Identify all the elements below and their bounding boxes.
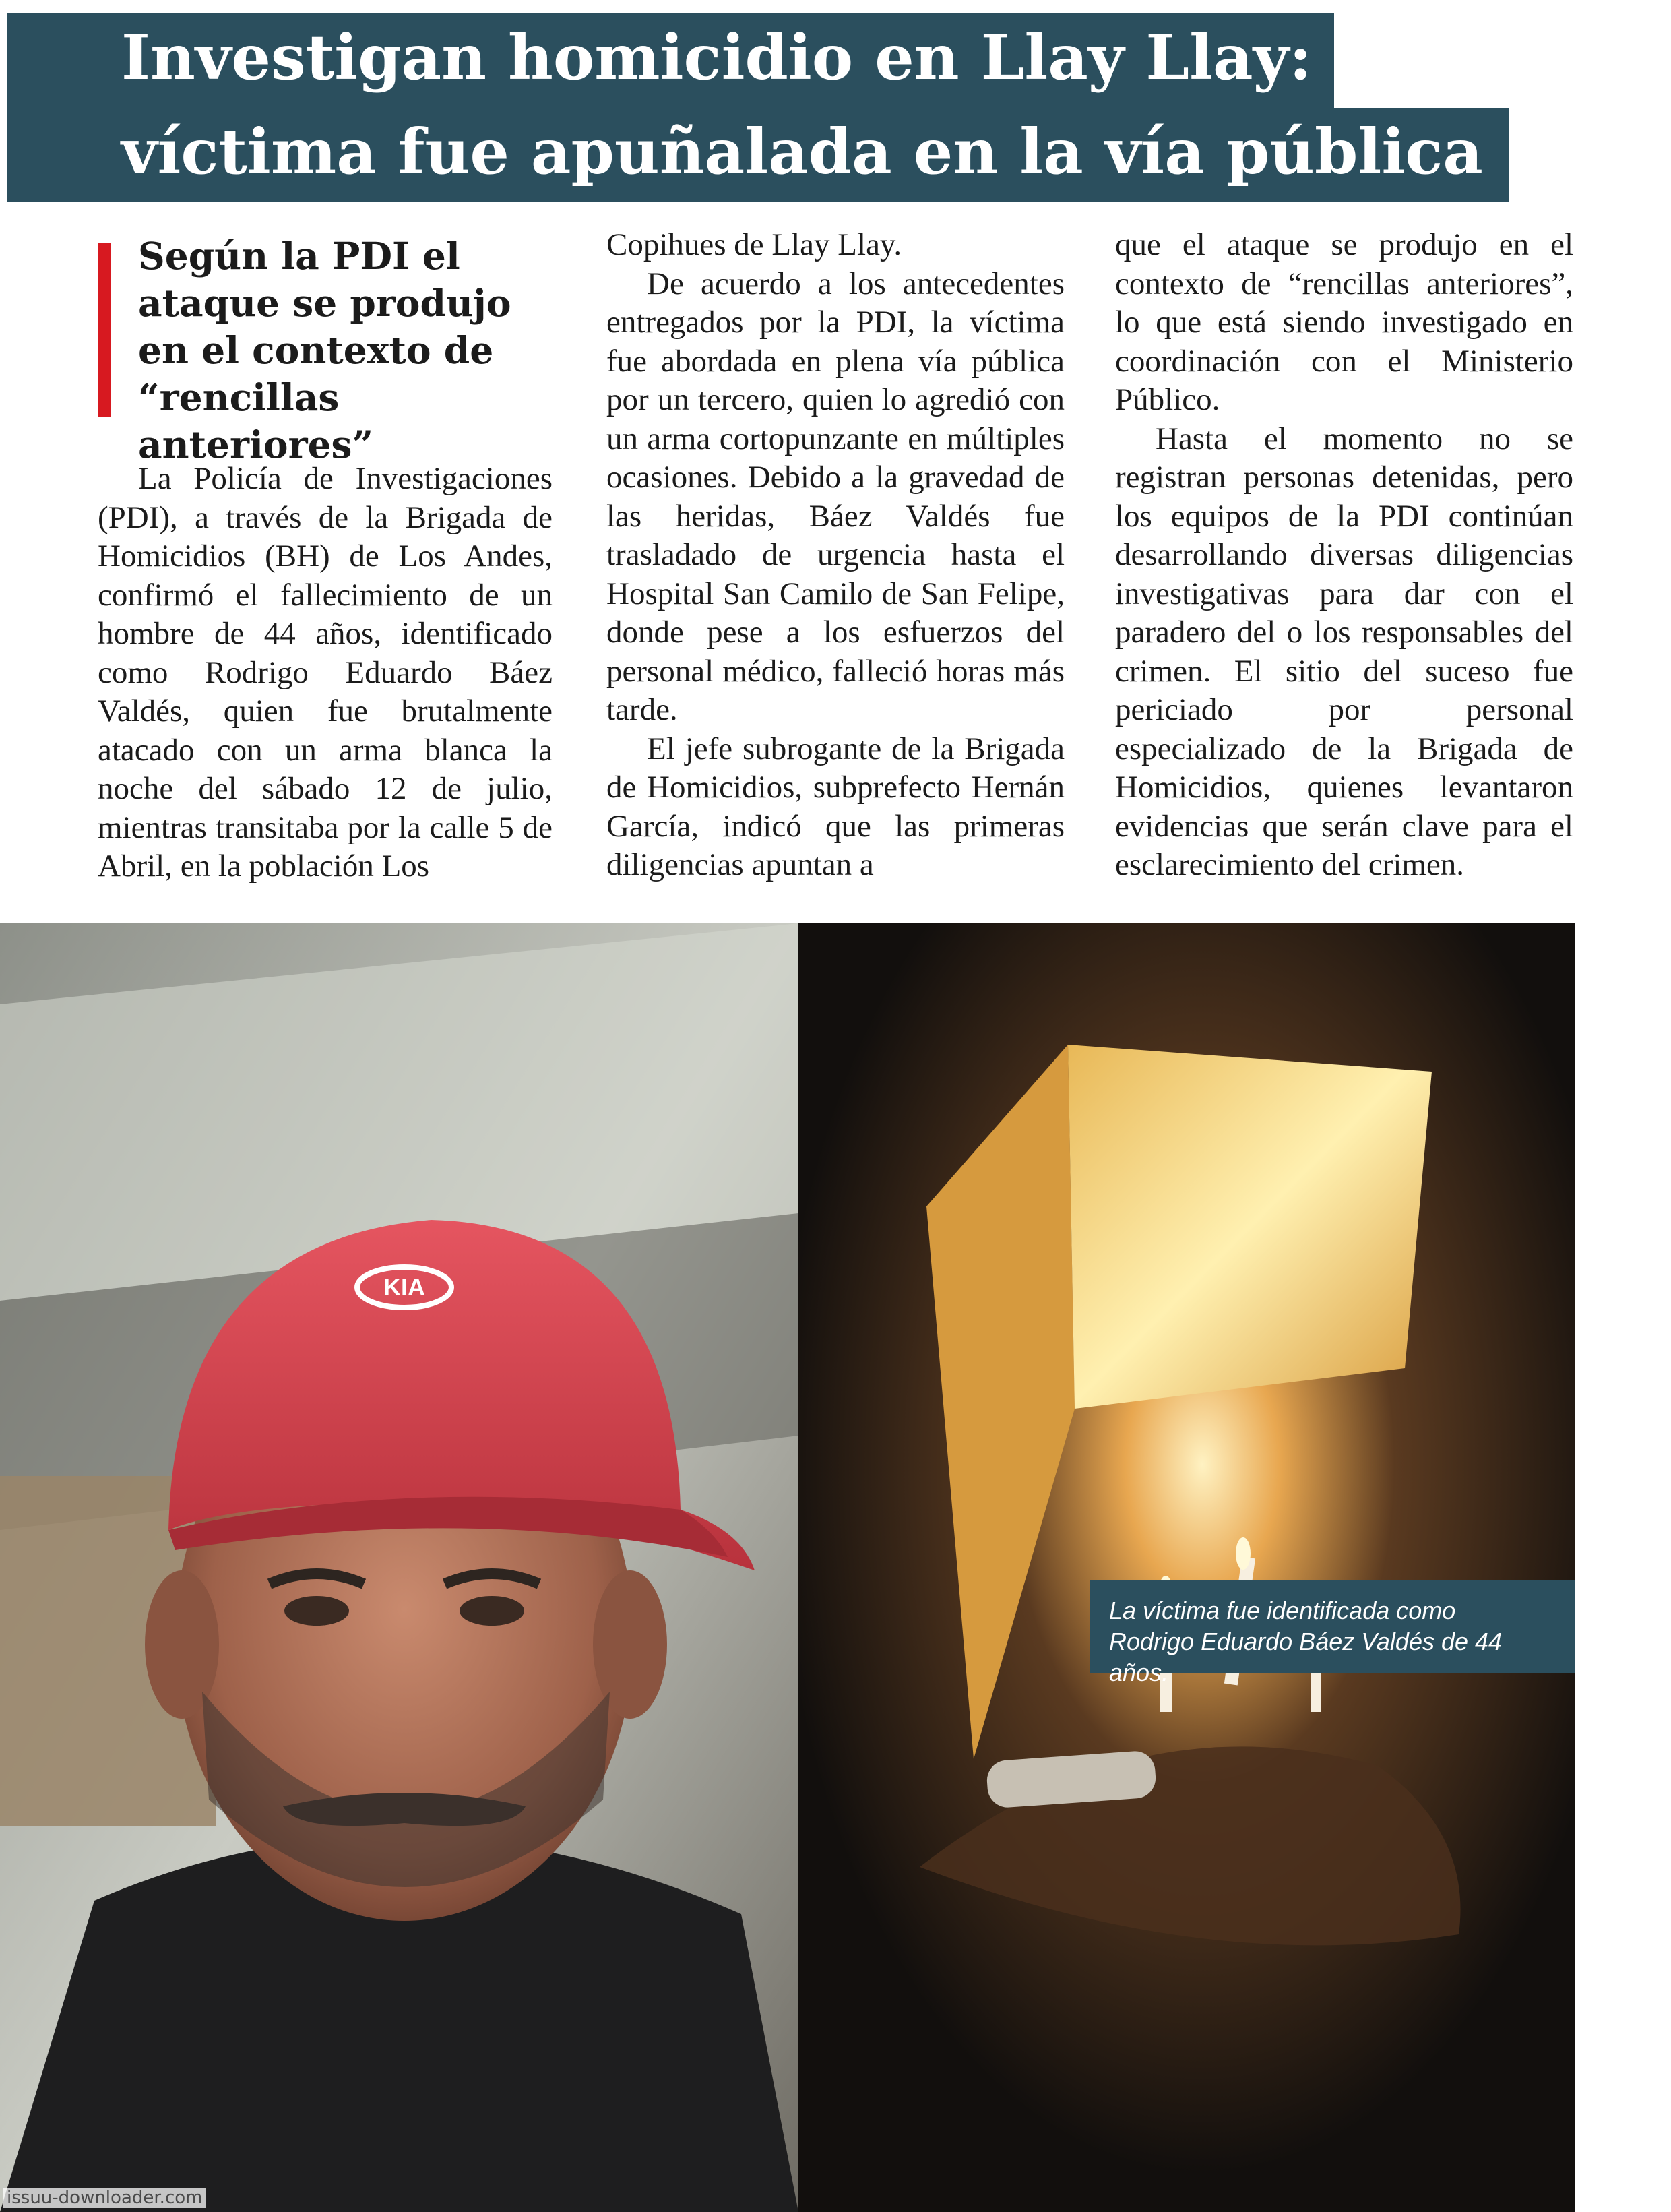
article-column-1: [98, 460, 553, 891]
article-column-3: [1115, 226, 1573, 890]
paragraph: Hasta el momento no se registran personas detenidas, pero los equipos de la PDI continúan desarrollando diversas diligencias investigativas para dar con el paradero del o los responsables del crimen. El sitio del suceso fue periciado por personal especializado de la Brigada de Homicidios, quienes levantaron evidencias que serán clave para el esclarecimiento del crimen.: [1115, 421, 1573, 882]
paragraph: La Policía de Investigaciones (PDI), a través de la Brigada de Homicidios (BH) de Los Andes, confirmó el fallecimiento de un hombre de 44 años, identificado como Rodrigo Eduardo Báez Valdés, quien fue brutalmente atacado con un arma blanca la noche del sábado 12 de julio, mientras transitaba por la calle 5 de Abril, en la población Los: [98, 461, 553, 884]
caption-line-1: La víctima fue identificada como: [1109, 1597, 1456, 1624]
paragraph: De acuerdo a los antecedentes entregados por la PDI, la víctima fue abordada en plena vía pública por un tercero, quien lo agredió con un arma cortopunzante en múltiples ocasiones. Debido a la gravedad de las heridas, Báez Valdés fue trasladado de urgencia hasta el Hospital San Camilo de San Felipe, donde pese a los esfuerzos del personal médico, falleció horas más tarde.: [606, 266, 1065, 727]
kicker-subheadline: Según la PDI el ataque se produjo en el contexto de “rencillas anteriores”: [138, 234, 511, 466]
paragraph-continuation: que el ataque se produjo en el contexto de “rencillas anteriores”, lo que está siendo investigado en coordinación con el Ministerio Público.: [1115, 227, 1573, 417]
paragraph-continuation: Copihues de Llay Llay.: [606, 227, 902, 262]
victim-portrait-photo: [0, 923, 798, 2212]
memorial-candles-photo: [798, 923, 1575, 2212]
kicker-accent-bar: [98, 243, 111, 417]
cap-logo: KIA: [383, 1273, 425, 1301]
article-column-2: [606, 226, 1065, 890]
caption-line-2: Rodrigo Eduardo Báez Valdés de 44 años.: [1109, 1628, 1503, 1686]
headline-line-2: víctima fue apuñalada en la vía pública: [7, 108, 1509, 202]
paragraph: El jefe subrogante de la Brigada de Homicidios, subprefecto Hernán García, indicó que las primeras diligencias apuntan a: [606, 731, 1065, 882]
headline-line-1: Investigan homicidio en Llay Llay:: [7, 13, 1334, 108]
victim-portrait-illustration: [0, 923, 798, 2212]
watermark: issuu-downloader.com: [3, 2188, 206, 2208]
photo-caption: [1090, 1580, 1575, 1686]
memorial-candles-illustration: [798, 923, 1575, 2212]
